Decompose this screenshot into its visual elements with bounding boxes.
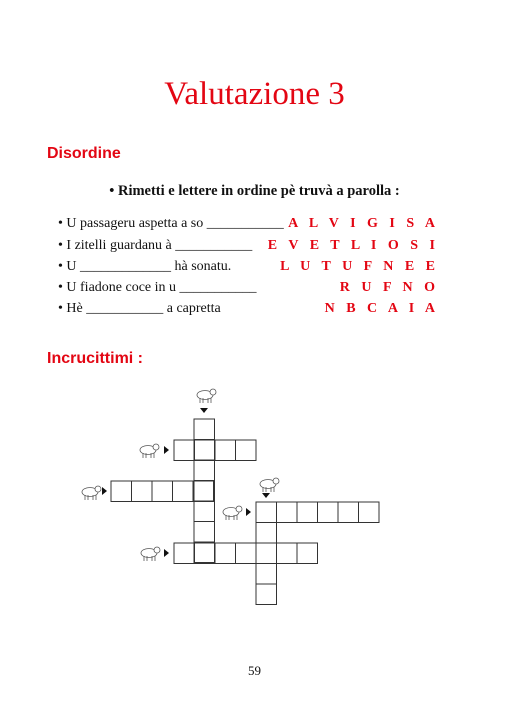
arrow-marker-icon [200, 408, 208, 413]
arrow-marker-icon [164, 549, 169, 557]
crossword-cell[interactable] [256, 543, 277, 564]
crossword-cell[interactable] [194, 542, 215, 563]
ram-icon [223, 506, 242, 520]
arrow-marker-icon [102, 487, 107, 495]
crossword-cell[interactable] [256, 502, 277, 523]
crossword-cell[interactable] [194, 501, 215, 522]
crossword-cell[interactable] [338, 502, 359, 523]
crossword-cell[interactable] [256, 543, 277, 564]
crossword-cell[interactable] [194, 522, 215, 543]
crossword-cell[interactable] [194, 440, 215, 461]
crossword-cell[interactable] [256, 564, 277, 585]
arrow-marker-icon [262, 493, 270, 498]
crossword-cell[interactable] [236, 543, 257, 564]
crossword-cell[interactable] [194, 481, 215, 502]
page-title: Valutazione 3 [164, 76, 345, 112]
exercise-scrambled-letters: A L V I G I S A [288, 216, 439, 231]
exercise-scrambled-letters: N B C A I A [324, 301, 439, 316]
pig-icon [82, 486, 101, 500]
section-heading-disordine: Disordine [47, 145, 121, 162]
crossword-cell[interactable] [359, 502, 380, 523]
crossword-cell[interactable] [256, 523, 277, 544]
crossword-cell[interactable] [194, 460, 215, 481]
crossword-cell[interactable] [215, 440, 236, 461]
exercise-scrambled-letters: R U F N O [339, 280, 439, 295]
crossword-cell[interactable] [195, 440, 216, 461]
crossword-cell[interactable] [152, 481, 173, 502]
exercise-sentence: • U fiadone coce in u ___________ [58, 280, 257, 295]
crossword-cell[interactable] [174, 543, 195, 564]
crossword-cell[interactable] [194, 419, 215, 440]
donkey-icon [141, 547, 160, 561]
exercise-sentence: • U _____________ hà sonatu. [58, 259, 232, 274]
horse-icon [197, 389, 216, 403]
exercise-scrambled-letters: E V E T L I O S I [267, 238, 439, 253]
goat-icon [260, 478, 279, 492]
exercise-scrambled-letters: L U T U F N E E [280, 259, 439, 274]
crossword-cell[interactable] [173, 481, 194, 502]
crossword-cell[interactable] [111, 481, 132, 502]
exercise-sentence: • U passageru aspetta a so ___________ [58, 216, 284, 231]
page-number: 59 [248, 663, 261, 678]
sheep-icon [140, 444, 159, 458]
arrow-marker-icon [164, 446, 169, 454]
exercise-sentence: • Hè ___________ a capretta [58, 301, 221, 316]
instruction: • Rimetti e lettere in ordine pè truvà a parolla : [109, 183, 400, 199]
crossword-cell[interactable] [297, 543, 318, 564]
arrow-marker-icon [246, 508, 251, 516]
section-heading-incrucittimi: Incrucittimi : [47, 350, 144, 367]
crossword-cell[interactable] [132, 481, 153, 502]
crossword-cell[interactable] [236, 440, 257, 461]
crossword-cell[interactable] [297, 502, 318, 523]
crossword-cell[interactable] [256, 584, 277, 605]
crossword-cell[interactable] [193, 481, 214, 502]
crossword-cell[interactable] [174, 440, 195, 461]
crossword-cell[interactable] [277, 502, 298, 523]
crossword-cell[interactable] [277, 543, 298, 564]
exercise-sentence: • I zitelli guardanu à ___________ [58, 238, 253, 253]
crossword-cell[interactable] [215, 543, 236, 564]
crossword-cell[interactable] [256, 502, 277, 523]
crossword-cell[interactable] [195, 543, 216, 564]
crossword-cell[interactable] [318, 502, 339, 523]
